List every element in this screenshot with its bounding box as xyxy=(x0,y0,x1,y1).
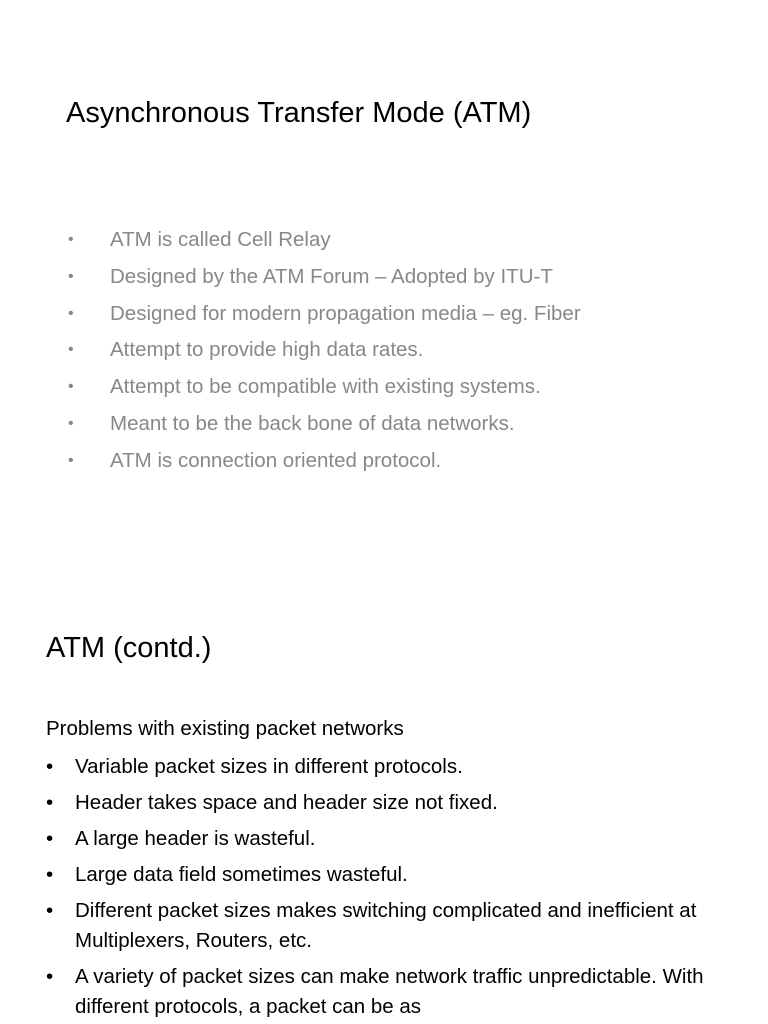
list-item-text: Attempt to be compatible with existing systems. xyxy=(110,375,541,399)
list-item xyxy=(46,962,746,1022)
list-item xyxy=(66,406,581,443)
list-item xyxy=(66,296,581,333)
slide-title: Asynchronous Transfer Mode (ATM) xyxy=(66,97,532,129)
list-item-text: Variable packet sizes in different protocols. xyxy=(75,755,463,778)
bullet-dot: • xyxy=(46,755,54,778)
list-item-text: ATM is connection oriented protocol. xyxy=(110,448,442,472)
bullet-dot: • xyxy=(68,341,74,359)
list-item-text: Attempt to provide high data rates. xyxy=(110,338,424,362)
bullet-dot: • xyxy=(68,414,74,432)
slide-atm-contd xyxy=(0,576,768,1024)
bullet-dot: • xyxy=(68,231,74,248)
bullet-dot: • xyxy=(68,378,74,396)
bullet-dot: • xyxy=(46,827,54,850)
bullet-dot: • xyxy=(68,451,74,469)
list-item xyxy=(66,443,581,480)
list-item-text: Different packet sizes makes switching complicated and inefficient at Multiplexers, Routers, etc. xyxy=(75,899,697,952)
bullet-list xyxy=(66,222,581,480)
list-item-text: A variety of packet sizes can make network traffic unpredictable. With different protocols, a packet can be as xyxy=(75,965,704,1018)
list-item-text: Header takes space and header size not fixed. xyxy=(75,791,498,814)
list-item-text: ATM is called Cell Relay xyxy=(110,228,331,251)
list-item-text: A large header is wasteful. xyxy=(75,827,316,850)
bullet-list xyxy=(46,752,746,1024)
bullet-dot: • xyxy=(68,267,74,285)
list-item-text: Designed by the ATM Forum – Adopted by ITU-T xyxy=(110,264,553,288)
list-item xyxy=(46,860,746,890)
list-item xyxy=(46,824,746,854)
list-item xyxy=(66,332,581,369)
list-item-text: Designed for modern propagation media – eg. Fiber xyxy=(110,301,581,325)
list-item xyxy=(46,788,746,818)
list-item xyxy=(46,896,746,956)
list-item xyxy=(66,369,581,406)
list-item xyxy=(66,259,581,296)
bullet-dot: • xyxy=(46,791,54,814)
bullet-dot: • xyxy=(46,899,54,922)
bullet-dot: • xyxy=(46,863,54,886)
bullet-dot: • xyxy=(68,304,74,322)
bullet-dot: • xyxy=(46,965,54,988)
slide-title: ATM (contd.) xyxy=(46,632,212,664)
list-item xyxy=(46,752,746,782)
slide-intro-text: Problems with existing packet networks xyxy=(46,717,404,740)
list-item-text: Meant to be the back bone of data networks. xyxy=(110,411,515,435)
list-item-text: Large data field sometimes wasteful. xyxy=(75,863,408,886)
list-item xyxy=(66,222,581,259)
